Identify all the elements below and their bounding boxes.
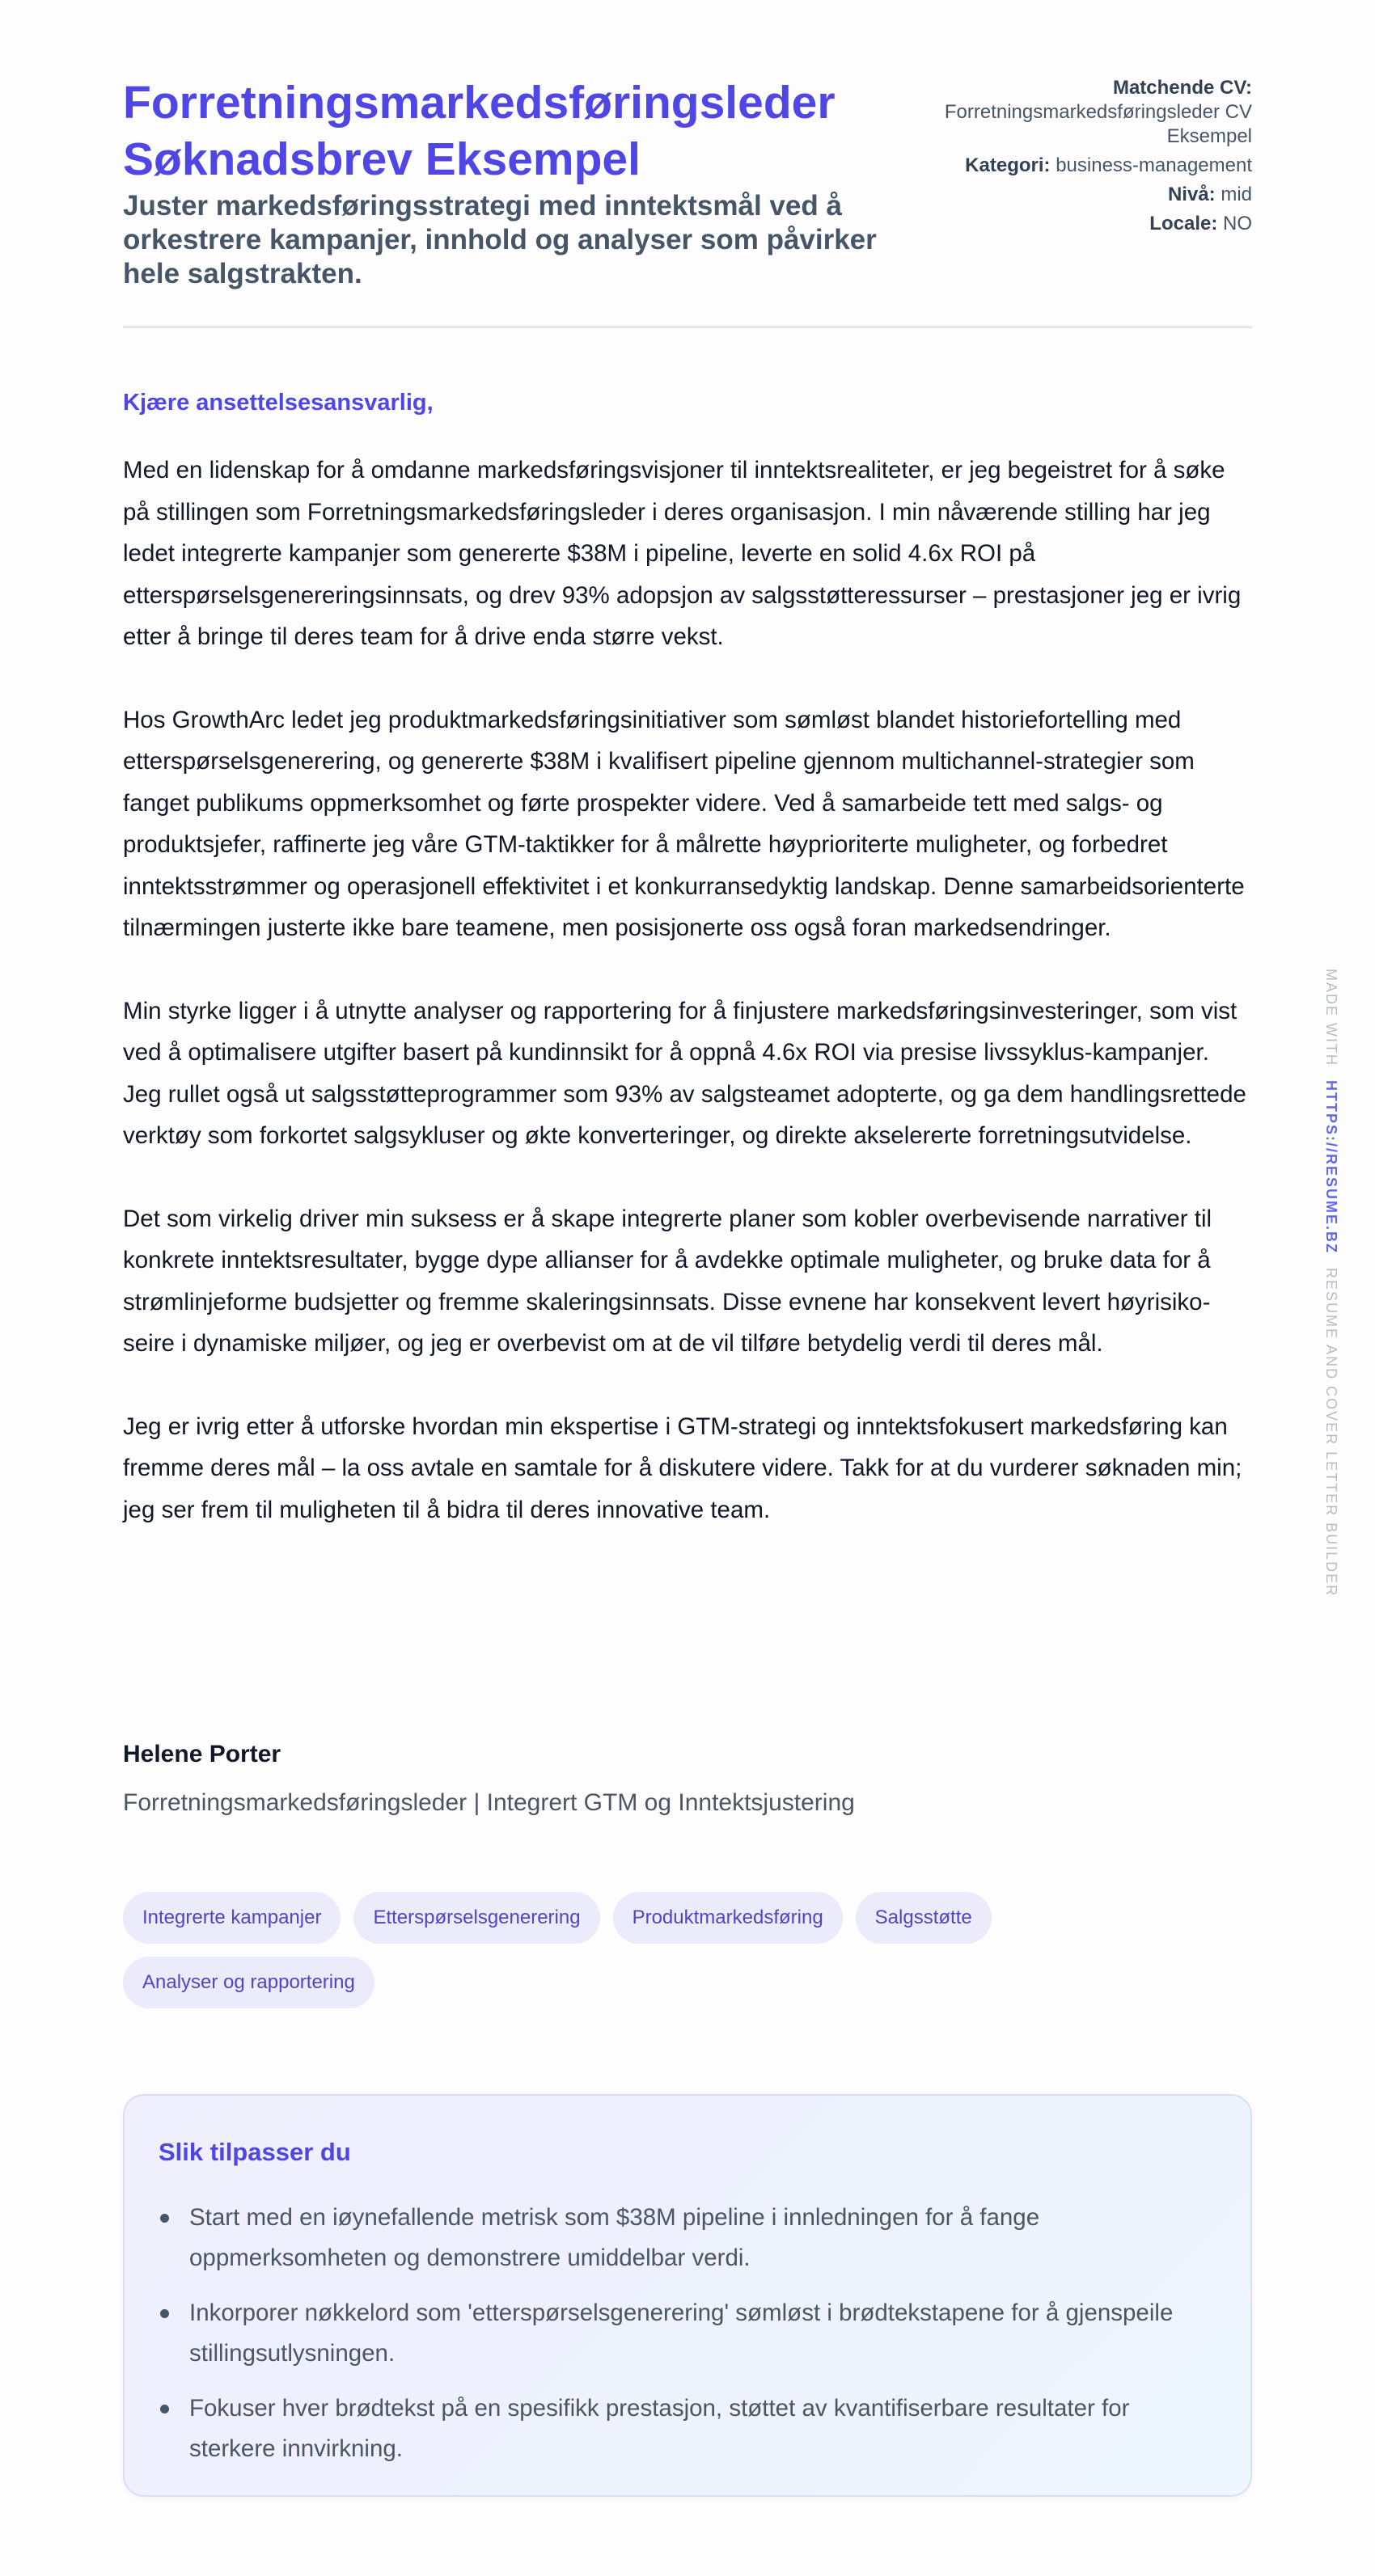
tip-text: Fokuser hver brødtekst på en spesifikk prestasjon, støttet av kvantifiserbare resultater for sterkere innvirkning. bbox=[189, 2395, 1130, 2462]
skill-tag[interactable]: Analyser og rapportering bbox=[123, 1957, 374, 2008]
title-line-2: Søknadsbrev Eksempel bbox=[123, 133, 641, 185]
meta-panel bbox=[912, 76, 1252, 241]
credit-link[interactable]: HTTPS://RESUME.BZ bbox=[1323, 1080, 1339, 1255]
paragraph: Det som virkelig driver min suksess er å skape integrerte planer som kobler overbevisende narrativer til konkrete inntektsresultater, bygge dype allianser for å avdekke optimale muligheter, og bruke data for å strømlinjeforme budsjetter og fremme skaleringsinnsats. Disse evnene har konsekvent levert høyrisiko-seire i dynamiske miljøer, og jeg er overbevist om at de vil tilføre betydelig verdi til deres mål. bbox=[123, 1205, 1212, 1357]
tips-box bbox=[123, 2094, 1252, 2497]
meta-label: Locale: bbox=[1149, 213, 1218, 234]
meta-level bbox=[912, 183, 1252, 207]
meta-value: mid bbox=[1221, 184, 1252, 205]
paragraph: Min styrke ligger i å utnytte analyser og rapportering for å finjustere markedsføringsinvesteringer, som vist ved å optimalisere utgifter basert på kundinnsikt for å oppnå 4.6x ROI via presise livssyklus-kampanjer. Jeg rullet også ut salgsstøtteprogrammer som 93% av salgsteamet adopterte, og ga dem handlingsrettede verktøy som forkortet salgsykluser og økte konverteringer, og direkte akselererte forretningsutvidelse. bbox=[123, 997, 1246, 1149]
side-credit bbox=[1315, 969, 1344, 1632]
meta-value: NO bbox=[1223, 213, 1252, 234]
paragraph: Med en lidenskap for å omdanne markedsføringsvisjoner til inntektsrealiteter, er jeg begeistret for å søke på stillingen som Forretningsmarkedsføringsleder i deres organisasjon. I min nåværende stilling har jeg ledet integrerte kampanjer som genererte $38M i pipeline, leverte en solid 4.6x ROI på etterspørselsgenereringsinnsats, og drev 93% adopsjon av salgsstøtteressurser – prestasjoner jeg er ivrig etter å bringe til deres team for å drive enda større vekst. bbox=[123, 457, 1242, 650]
skill-tags bbox=[123, 1892, 1252, 2008]
credit-prefix: MADE WITH bbox=[1323, 969, 1339, 1066]
page-header bbox=[123, 0, 1252, 328]
salutation: Kjære ansettelsesansvarlig, bbox=[123, 390, 434, 416]
meta-label: Matchende CV: bbox=[1112, 77, 1252, 99]
meta-category bbox=[912, 154, 1252, 178]
page-subtitle: Juster markedsføringsstrategi med inntektsmål ved å orkestrere kampanjer, innhold og analyser som påvirker hele salgstrakten. bbox=[123, 190, 877, 289]
skill-tag[interactable]: Integrerte kampanjer bbox=[123, 1892, 341, 1944]
side-credit-text bbox=[1322, 969, 1339, 1597]
tips-title: Slik tilpasser du bbox=[159, 2138, 351, 2166]
bullet-icon bbox=[160, 2309, 169, 2318]
skill-tag[interactable]: Produktmarkedsføring bbox=[613, 1892, 843, 1944]
signature-name: Helene Porter bbox=[123, 1741, 281, 1767]
title-block bbox=[123, 74, 932, 291]
paragraph: Hos GrowthArc ledet jeg produktmarkedsføringsinitiativer som sømløst blandet historiefortelling med etterspørselsgenerering, og genererte $38M i kvalifisert pipeline gjennom multichannel-strategier som fanget publikums oppmerksomhet og førte prospekter videre. Ved å samarbeide tett med salgs- og produktsjefer, raffinerte jeg våre GTM-taktikker for å målrette høyprioriterte muligheter, og forbedret inntektsstrømmer og operasjonell effektivitet i et konkurransedyktig landskap. Denne samarbeidsorienterte tilnærmingen justerte ikke bare teamene, men posisjonerte oss også foran markedsendringer. bbox=[123, 706, 1245, 941]
bullet-icon bbox=[160, 2214, 169, 2223]
skill-tag[interactable]: Salgsstøtte bbox=[856, 1892, 992, 1944]
credit-suffix: RESUME AND COVER LETTER BUILDER bbox=[1323, 1268, 1339, 1598]
tip-item bbox=[159, 2388, 1216, 2469]
tips-list bbox=[159, 2198, 1216, 2469]
meta-value: business-management bbox=[1056, 154, 1252, 176]
letter-body bbox=[123, 450, 1252, 1572]
tip-text: Start med en iøynefallende metrisk som $38M pipeline i innledningen for å fange oppmerksomheten og demonstrere umiddelbar verdi. bbox=[189, 2204, 1040, 2271]
bullet-icon bbox=[160, 2405, 169, 2413]
skill-tag[interactable]: Etterspørselsgenerering bbox=[353, 1892, 599, 1944]
meta-label: Kategori: bbox=[965, 154, 1051, 176]
matching-cv-link[interactable]: Forretningsmarkedsføringsleder CV Eksempel bbox=[944, 101, 1252, 147]
cover-letter-page bbox=[123, 0, 1252, 2462]
tip-item bbox=[159, 2293, 1216, 2374]
meta-label: Nivå: bbox=[1167, 184, 1216, 205]
page-title bbox=[123, 74, 932, 188]
tip-item bbox=[159, 2198, 1216, 2278]
meta-matching-cv bbox=[912, 76, 1252, 149]
signature-title: Forretningsmarkedsføringsleder | Integrert GTM og Inntektsjustering bbox=[123, 1789, 855, 1816]
signature bbox=[123, 1737, 855, 1821]
paragraph: Jeg er ivrig etter å utforske hvordan min ekspertise i GTM-strategi og inntektsfokusert markedsføring kan fremme deres mål – la oss avtale en samtale for å diskutere videre. Takk for at du vurderer søknaden min; jeg ser frem til muligheten til å bidra til deres innovative team. bbox=[123, 1413, 1242, 1523]
meta-locale bbox=[912, 212, 1252, 236]
title-line-1: Forretningsmarkedsføringsleder bbox=[123, 77, 836, 129]
tip-text: Inkorporer nøkkelord som 'etterspørselsgenerering' sømløst i brødtekstapene for å gjenspeile stillingsutlysningen. bbox=[189, 2299, 1174, 2367]
